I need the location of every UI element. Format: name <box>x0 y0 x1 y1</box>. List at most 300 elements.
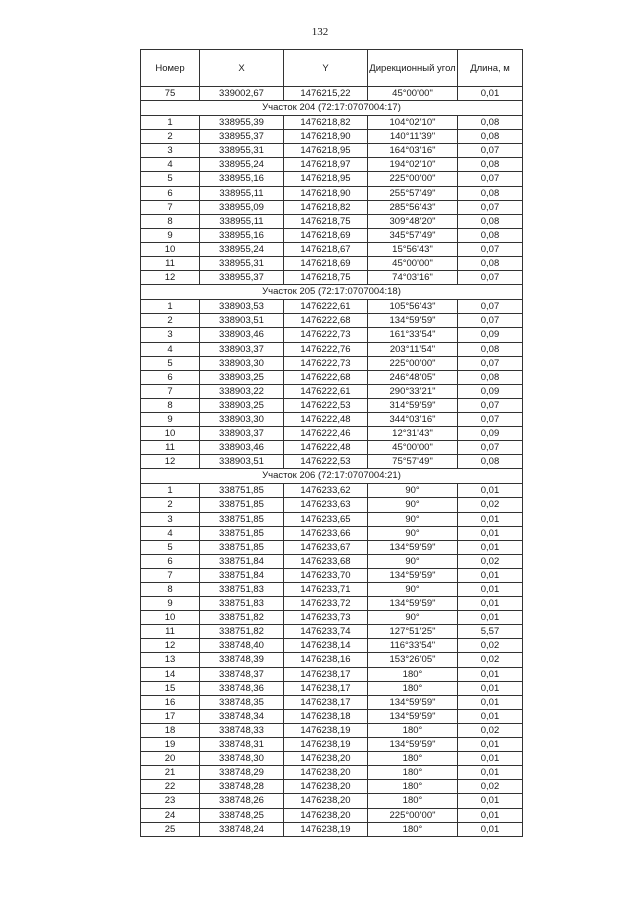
table-row <box>141 186 523 200</box>
cell-number: 2 <box>141 130 200 144</box>
cell-y: 1476218,82 <box>284 200 368 214</box>
cell-number: 7 <box>141 384 200 398</box>
cell-length: 0,07 <box>458 242 523 256</box>
cell-y: 1476218,95 <box>284 172 368 186</box>
cell-length: 0,01 <box>458 87 523 101</box>
table-row <box>141 370 523 384</box>
table-row <box>141 441 523 455</box>
cell-y: 1476222,61 <box>284 300 368 314</box>
cell-length: 0,09 <box>458 328 523 342</box>
cell-x: 338748,25 <box>200 808 284 822</box>
cell-number: 12 <box>141 455 200 469</box>
cell-y: 1476233,70 <box>284 568 368 582</box>
cell-direction-angle: 90° <box>368 554 458 568</box>
cell-x: 338955,37 <box>200 271 284 285</box>
cell-direction-angle: 345°57'49" <box>368 228 458 242</box>
cell-y: 1476233,68 <box>284 554 368 568</box>
cell-direction-angle: 246°48'05" <box>368 370 458 384</box>
cell-length: 0,09 <box>458 384 523 398</box>
cell-length: 0,01 <box>458 526 523 540</box>
cell-direction-angle: 90° <box>368 512 458 526</box>
cell-direction-angle: 90° <box>368 498 458 512</box>
cell-y: 1476233,62 <box>284 484 368 498</box>
table-row <box>141 172 523 186</box>
table-row <box>141 808 523 822</box>
cell-y: 1476222,46 <box>284 427 368 441</box>
cell-direction-angle: 180° <box>368 681 458 695</box>
cell-direction-angle: 225°00'00" <box>368 356 458 370</box>
cell-x: 338751,83 <box>200 583 284 597</box>
cell-x: 338955,39 <box>200 116 284 130</box>
cell-length: 0,07 <box>458 356 523 370</box>
cell-direction-angle: 194°02'10" <box>368 158 458 172</box>
cell-number: 9 <box>141 412 200 426</box>
cell-x: 338751,85 <box>200 526 284 540</box>
cell-length: 0,01 <box>458 695 523 709</box>
cell-x: 338955,11 <box>200 214 284 228</box>
cell-y: 1476238,20 <box>284 752 368 766</box>
cell-length: 0,07 <box>458 144 523 158</box>
cell-number: 1 <box>141 300 200 314</box>
section-title: Участок 206 (72:17:0707004:21) <box>141 469 523 484</box>
cell-y: 1476233,66 <box>284 526 368 540</box>
table-header-row <box>141 50 523 87</box>
cell-length: 0,07 <box>458 300 523 314</box>
cell-direction-angle: 90° <box>368 484 458 498</box>
cell-direction-angle: 153°26'05" <box>368 653 458 667</box>
cell-direction-angle: 255°57'49" <box>368 186 458 200</box>
table-row <box>141 455 523 469</box>
cell-number: 5 <box>141 356 200 370</box>
cell-length: 0,08 <box>458 455 523 469</box>
cell-length: 0,08 <box>458 370 523 384</box>
cell-number: 8 <box>141 583 200 597</box>
cell-number: 5 <box>141 172 200 186</box>
table-row <box>141 794 523 808</box>
cell-length: 0,01 <box>458 484 523 498</box>
cell-number: 9 <box>141 228 200 242</box>
cell-x: 338751,82 <box>200 611 284 625</box>
cell-y: 1476218,69 <box>284 228 368 242</box>
table-row <box>141 681 523 695</box>
cell-length: 0,07 <box>458 412 523 426</box>
table-row <box>141 611 523 625</box>
table-row <box>141 328 523 342</box>
cell-number: 14 <box>141 667 200 681</box>
cell-number: 3 <box>141 512 200 526</box>
cell-direction-angle: 285°56'43" <box>368 200 458 214</box>
cell-direction-angle: 180° <box>368 822 458 836</box>
cell-length: 0,09 <box>458 427 523 441</box>
cell-x: 338903,51 <box>200 455 284 469</box>
header-x: X <box>200 50 284 87</box>
cell-direction-angle: 105°56'43" <box>368 300 458 314</box>
cell-number: 4 <box>141 526 200 540</box>
cell-number: 10 <box>141 611 200 625</box>
cell-direction-angle: 75°57'49" <box>368 455 458 469</box>
cell-number: 1 <box>141 116 200 130</box>
table-row <box>141 257 523 271</box>
cell-number: 16 <box>141 695 200 709</box>
table-row <box>141 540 523 554</box>
cell-direction-angle: 15°56'43" <box>368 242 458 256</box>
table-row <box>141 752 523 766</box>
cell-x: 338751,83 <box>200 597 284 611</box>
cell-number: 7 <box>141 200 200 214</box>
cell-length: 0,02 <box>458 498 523 512</box>
cell-length: 0,02 <box>458 639 523 653</box>
cell-direction-angle: 104°02'10" <box>368 116 458 130</box>
cell-x: 338903,30 <box>200 412 284 426</box>
table-row <box>141 526 523 540</box>
cell-number: 4 <box>141 158 200 172</box>
cell-length: 0,01 <box>458 568 523 582</box>
cell-direction-angle: 180° <box>368 752 458 766</box>
cell-x: 338751,84 <box>200 568 284 582</box>
table-row <box>141 723 523 737</box>
cell-x: 338748,34 <box>200 709 284 723</box>
cell-x: 338748,30 <box>200 752 284 766</box>
cell-x: 338748,39 <box>200 653 284 667</box>
cell-y: 1476233,67 <box>284 540 368 554</box>
cell-length: 0,08 <box>458 186 523 200</box>
cell-y: 1476222,53 <box>284 455 368 469</box>
cell-y: 1476215,22 <box>284 87 368 101</box>
cell-y: 1476222,68 <box>284 370 368 384</box>
page-number: 132 <box>311 26 329 38</box>
table-row <box>141 498 523 512</box>
cell-direction-angle: 134°59'59" <box>368 568 458 582</box>
cell-number: 24 <box>141 808 200 822</box>
cell-x: 338955,37 <box>200 130 284 144</box>
table-row <box>141 158 523 172</box>
cell-direction-angle: 134°59'59" <box>368 597 458 611</box>
cell-x: 338903,37 <box>200 427 284 441</box>
table-row <box>141 300 523 314</box>
cell-x: 338955,09 <box>200 200 284 214</box>
table-row <box>141 695 523 709</box>
cell-y: 1476238,20 <box>284 766 368 780</box>
cell-direction-angle: 134°59'59" <box>368 738 458 752</box>
cell-x: 338748,37 <box>200 667 284 681</box>
cell-x: 338955,24 <box>200 158 284 172</box>
header-direction-angle: Дирекционный угол <box>368 50 458 87</box>
cell-length: 0,01 <box>458 822 523 836</box>
cell-direction-angle: 164°03'16" <box>368 144 458 158</box>
cell-direction-angle: 140°11'39" <box>368 130 458 144</box>
cell-x: 338903,53 <box>200 300 284 314</box>
cell-x: 338903,22 <box>200 384 284 398</box>
cell-length: 0,07 <box>458 172 523 186</box>
cell-number: 18 <box>141 723 200 737</box>
cell-direction-angle: 180° <box>368 723 458 737</box>
cell-length: 0,02 <box>458 780 523 794</box>
cell-number: 25 <box>141 822 200 836</box>
cell-y: 1476238,14 <box>284 639 368 653</box>
cell-y: 1476233,72 <box>284 597 368 611</box>
section-title: Участок 204 (72:17:0707004:17) <box>141 101 523 116</box>
table-row <box>141 427 523 441</box>
table-row <box>141 130 523 144</box>
cell-y: 1476218,67 <box>284 242 368 256</box>
cell-number: 10 <box>141 427 200 441</box>
cell-x: 338748,40 <box>200 639 284 653</box>
cell-length: 0,01 <box>458 709 523 723</box>
cell-length: 0,08 <box>458 257 523 271</box>
cell-number: 4 <box>141 342 200 356</box>
cell-direction-angle: 127°51'25" <box>368 625 458 639</box>
table-row <box>141 356 523 370</box>
cell-direction-angle: 180° <box>368 794 458 808</box>
section-row <box>141 101 523 116</box>
cell-number: 3 <box>141 328 200 342</box>
cell-direction-angle: 290°33'21" <box>368 384 458 398</box>
cell-x: 339002,67 <box>200 87 284 101</box>
cell-x: 338751,85 <box>200 484 284 498</box>
cell-direction-angle: 180° <box>368 766 458 780</box>
cell-length: 0,01 <box>458 681 523 695</box>
cell-y: 1476233,73 <box>284 611 368 625</box>
cell-direction-angle: 344°03'16" <box>368 412 458 426</box>
cell-direction-angle: 116°33'54" <box>368 639 458 653</box>
cell-x: 338955,16 <box>200 172 284 186</box>
table-row <box>141 398 523 412</box>
cell-length: 0,01 <box>458 597 523 611</box>
cell-x: 338751,85 <box>200 540 284 554</box>
table-row <box>141 314 523 328</box>
section-title: Участок 205 (72:17:0707004:18) <box>141 285 523 300</box>
cell-x: 338748,35 <box>200 695 284 709</box>
table-row <box>141 116 523 130</box>
cell-x: 338751,82 <box>200 625 284 639</box>
cell-y: 1476238,19 <box>284 822 368 836</box>
cell-length: 0,01 <box>458 583 523 597</box>
cell-x: 338955,31 <box>200 257 284 271</box>
cell-number: 17 <box>141 709 200 723</box>
section-row <box>141 469 523 484</box>
table-row <box>141 342 523 356</box>
cell-number: 3 <box>141 144 200 158</box>
cell-length: 0,01 <box>458 808 523 822</box>
cell-x: 338903,51 <box>200 314 284 328</box>
cell-x: 338955,31 <box>200 144 284 158</box>
table-row <box>141 412 523 426</box>
cell-number: 5 <box>141 540 200 554</box>
cell-y: 1476238,18 <box>284 709 368 723</box>
header-y: Y <box>284 50 368 87</box>
cell-y: 1476238,20 <box>284 780 368 794</box>
cell-direction-angle: 12°31'43" <box>368 427 458 441</box>
cell-direction-angle: 161°33'54" <box>368 328 458 342</box>
cell-length: 0,07 <box>458 398 523 412</box>
cell-number: 11 <box>141 441 200 455</box>
cell-number: 9 <box>141 597 200 611</box>
cell-x: 338748,36 <box>200 681 284 695</box>
cell-x: 338903,25 <box>200 398 284 412</box>
cell-number: 1 <box>141 484 200 498</box>
cell-x: 338748,29 <box>200 766 284 780</box>
header-length: Длина, м <box>458 50 523 87</box>
table-row <box>141 512 523 526</box>
cell-x: 338955,16 <box>200 228 284 242</box>
cell-x: 338751,84 <box>200 554 284 568</box>
cell-direction-angle: 45°00'00" <box>368 257 458 271</box>
table-row <box>141 384 523 398</box>
cell-y: 1476233,65 <box>284 512 368 526</box>
cell-direction-angle: 45°00'00" <box>368 441 458 455</box>
cell-length: 0,02 <box>458 653 523 667</box>
table-row <box>141 653 523 667</box>
section-row <box>141 285 523 300</box>
cell-number: 75 <box>141 87 200 101</box>
cell-x: 338748,24 <box>200 822 284 836</box>
cell-number: 15 <box>141 681 200 695</box>
cell-y: 1476222,68 <box>284 314 368 328</box>
cell-number: 8 <box>141 398 200 412</box>
table-row <box>141 214 523 228</box>
cell-direction-angle: 134°59'59" <box>368 314 458 328</box>
cell-number: 6 <box>141 370 200 384</box>
cell-length: 0,02 <box>458 723 523 737</box>
cell-number: 21 <box>141 766 200 780</box>
cell-length: 0,07 <box>458 441 523 455</box>
cell-number: 2 <box>141 314 200 328</box>
cell-length: 0,01 <box>458 766 523 780</box>
cell-x: 338748,28 <box>200 780 284 794</box>
table-row <box>141 822 523 836</box>
cell-length: 0,01 <box>458 611 523 625</box>
cell-number: 11 <box>141 625 200 639</box>
table-row <box>141 554 523 568</box>
cell-x: 338751,85 <box>200 512 284 526</box>
cell-direction-angle: 134°59'59" <box>368 540 458 554</box>
cell-number: 19 <box>141 738 200 752</box>
cell-length: 0,08 <box>458 228 523 242</box>
cell-length: 0,01 <box>458 667 523 681</box>
table-row <box>141 667 523 681</box>
cell-number: 20 <box>141 752 200 766</box>
cell-length: 0,07 <box>458 271 523 285</box>
cell-y: 1476238,20 <box>284 794 368 808</box>
cell-number: 8 <box>141 214 200 228</box>
table-body <box>141 87 523 837</box>
cell-y: 1476218,69 <box>284 257 368 271</box>
table-row <box>141 780 523 794</box>
cell-number: 10 <box>141 242 200 256</box>
cell-x: 338903,30 <box>200 356 284 370</box>
table-row <box>141 625 523 639</box>
cell-number: 12 <box>141 271 200 285</box>
cell-direction-angle: 180° <box>368 667 458 681</box>
table-row <box>141 242 523 256</box>
cell-y: 1476218,75 <box>284 271 368 285</box>
cell-y: 1476238,17 <box>284 667 368 681</box>
cell-number: 7 <box>141 568 200 582</box>
table-row <box>141 228 523 242</box>
cell-length: 0,08 <box>458 130 523 144</box>
cell-x: 338903,37 <box>200 342 284 356</box>
table-row <box>141 639 523 653</box>
cell-length: 0,08 <box>458 214 523 228</box>
table-row <box>141 144 523 158</box>
cell-y: 1476218,95 <box>284 144 368 158</box>
cell-direction-angle: 225°00'00" <box>368 172 458 186</box>
cell-direction-angle: 134°59'59" <box>368 695 458 709</box>
cell-direction-angle: 45°00'00" <box>368 87 458 101</box>
table-row <box>141 87 523 101</box>
cell-y: 1476233,71 <box>284 583 368 597</box>
header-number: Номер <box>141 50 200 87</box>
cell-y: 1476218,75 <box>284 214 368 228</box>
table-row <box>141 766 523 780</box>
cell-y: 1476222,48 <box>284 412 368 426</box>
cell-direction-angle: 134°59'59" <box>368 709 458 723</box>
cell-y: 1476222,48 <box>284 441 368 455</box>
cell-direction-angle: 90° <box>368 583 458 597</box>
cell-length: 0,01 <box>458 512 523 526</box>
cell-x: 338748,26 <box>200 794 284 808</box>
cell-number: 12 <box>141 639 200 653</box>
cell-direction-angle: 225°00'00" <box>368 808 458 822</box>
cell-x: 338903,46 <box>200 328 284 342</box>
cell-length: 0,08 <box>458 158 523 172</box>
cell-number: 6 <box>141 186 200 200</box>
cell-y: 1476233,63 <box>284 498 368 512</box>
cell-y: 1476238,17 <box>284 681 368 695</box>
cell-length: 0,01 <box>458 752 523 766</box>
cell-direction-angle: 90° <box>368 611 458 625</box>
cell-x: 338748,31 <box>200 738 284 752</box>
cell-number: 11 <box>141 257 200 271</box>
cell-length: 0,01 <box>458 794 523 808</box>
cell-y: 1476238,19 <box>284 738 368 752</box>
cell-y: 1476218,90 <box>284 130 368 144</box>
cell-number: 22 <box>141 780 200 794</box>
cell-length: 0,01 <box>458 738 523 752</box>
cell-x: 338903,25 <box>200 370 284 384</box>
cell-length: 5,57 <box>458 625 523 639</box>
cell-y: 1476218,97 <box>284 158 368 172</box>
cell-number: 6 <box>141 554 200 568</box>
cell-direction-angle: 74°03'16" <box>368 271 458 285</box>
table-row <box>141 583 523 597</box>
cell-number: 13 <box>141 653 200 667</box>
table-row <box>141 568 523 582</box>
table-row <box>141 597 523 611</box>
cell-y: 1476218,82 <box>284 116 368 130</box>
cell-number: 2 <box>141 498 200 512</box>
cell-y: 1476222,61 <box>284 384 368 398</box>
table-row <box>141 484 523 498</box>
cell-y: 1476222,73 <box>284 328 368 342</box>
cell-y: 1476238,16 <box>284 653 368 667</box>
cell-x: 338751,85 <box>200 498 284 512</box>
cell-direction-angle: 90° <box>368 526 458 540</box>
cell-direction-angle: 309°48'20" <box>368 214 458 228</box>
cell-length: 0,01 <box>458 540 523 554</box>
cell-y: 1476233,74 <box>284 625 368 639</box>
table-row <box>141 738 523 752</box>
cell-x: 338903,46 <box>200 441 284 455</box>
cell-length: 0,02 <box>458 554 523 568</box>
cell-length: 0,08 <box>458 116 523 130</box>
cell-y: 1476238,17 <box>284 695 368 709</box>
cell-length: 0,07 <box>458 314 523 328</box>
cell-y: 1476222,76 <box>284 342 368 356</box>
cell-x: 338955,11 <box>200 186 284 200</box>
cell-number: 23 <box>141 794 200 808</box>
table-row <box>141 200 523 214</box>
